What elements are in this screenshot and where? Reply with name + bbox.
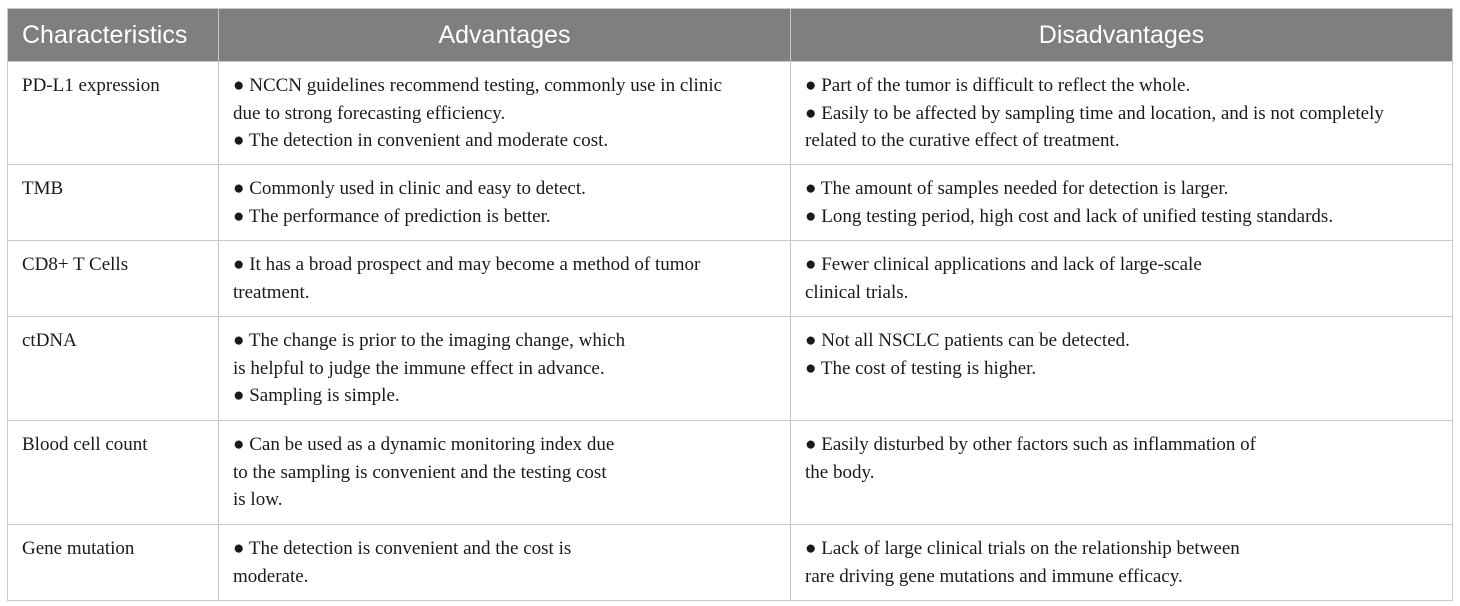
advantage-line: ● The detection is convenient and the cost is <box>233 538 572 559</box>
advantage-line: ● Can be used as a dynamic monitoring index due <box>233 434 615 455</box>
header-characteristics: Characteristics <box>8 9 219 62</box>
table-row <box>8 317 1453 421</box>
header-disadvantages: Disadvantages <box>791 9 1453 62</box>
advantage-line: ● Commonly used in clinic and easy to detect. <box>233 178 586 199</box>
table-row <box>8 525 1453 601</box>
table-row <box>8 421 1453 525</box>
disadvantage-line: ● Fewer clinical applications and lack of large-scale <box>805 254 1202 275</box>
advantage-line: is low. <box>233 489 283 510</box>
advantage-cell <box>219 165 791 241</box>
characteristic-cell: TMB <box>8 165 219 241</box>
disadvantage-line: ● Lack of large clinical trials on the relationship between <box>805 538 1240 559</box>
table-row <box>8 165 1453 241</box>
advantage-line: ● The detection in convenient and moderate cost. <box>233 130 609 151</box>
characteristic-cell: ctDNA <box>8 317 219 421</box>
disadvantage-line: ● The amount of samples needed for detection is larger. <box>805 178 1229 199</box>
advantage-cell <box>219 241 791 317</box>
characteristic-cell: CD8+ T Cells <box>8 241 219 317</box>
advantage-line: to the sampling is convenient and the testing cost <box>233 461 607 483</box>
advantage-line: ● It has a broad prospect and may become a method of tumor <box>233 254 701 275</box>
advantage-cell <box>219 525 791 601</box>
disadvantage-line: ● The cost of testing is higher. <box>805 357 1037 379</box>
disadvantage-line: clinical trials. <box>805 281 909 303</box>
disadvantage-cell <box>791 525 1453 601</box>
characteristic-cell: Blood cell count <box>8 421 219 525</box>
disadvantage-line: rare driving gene mutations and immune efficacy. <box>805 565 1183 587</box>
disadvantage-cell <box>791 165 1453 241</box>
advantage-line: treatment. <box>233 281 310 303</box>
advantage-line: ● NCCN guidelines recommend testing, commonly use in clinic <box>233 75 723 96</box>
table-row <box>8 241 1453 317</box>
advantage-cell <box>219 421 791 525</box>
disadvantage-cell <box>791 241 1453 317</box>
header-advantages: Advantages <box>219 9 791 62</box>
disadvantage-line: ● Easily to be affected by sampling time and location, and is not completely <box>805 102 1384 124</box>
disadvantage-line: ● Not all NSCLC patients can be detected. <box>805 330 1130 351</box>
advantage-line: ● The change is prior to the imaging change, which <box>233 330 626 351</box>
disadvantage-cell <box>791 421 1453 525</box>
characteristic-cell: Gene mutation <box>8 525 219 601</box>
disadvantage-cell <box>791 62 1453 165</box>
advantage-line: moderate. <box>233 565 309 587</box>
advantage-cell <box>219 317 791 421</box>
characteristic-cell: PD-L1 expression <box>8 62 219 165</box>
disadvantage-line: ● Long testing period, high cost and lack of unified testing standards. <box>805 205 1334 227</box>
advantage-line: ● The performance of prediction is better. <box>233 205 551 227</box>
disadvantage-line: related to the curative effect of treatment. <box>805 130 1120 151</box>
disadvantage-cell <box>791 317 1453 421</box>
advantage-line: ● Sampling is simple. <box>233 385 400 406</box>
advantage-line: due to strong forecasting efficiency. <box>233 102 506 124</box>
comparison-table <box>7 8 1453 601</box>
advantage-line: is helpful to judge the immune effect in advance. <box>233 357 605 379</box>
disadvantage-line: ● Part of the tumor is difficult to reflect the whole. <box>805 75 1191 96</box>
advantage-cell <box>219 62 791 165</box>
table-row <box>8 62 1453 165</box>
header-row <box>8 9 1453 62</box>
disadvantage-line: ● Easily disturbed by other factors such as inflammation of <box>805 434 1257 455</box>
disadvantage-line: the body. <box>805 461 875 483</box>
